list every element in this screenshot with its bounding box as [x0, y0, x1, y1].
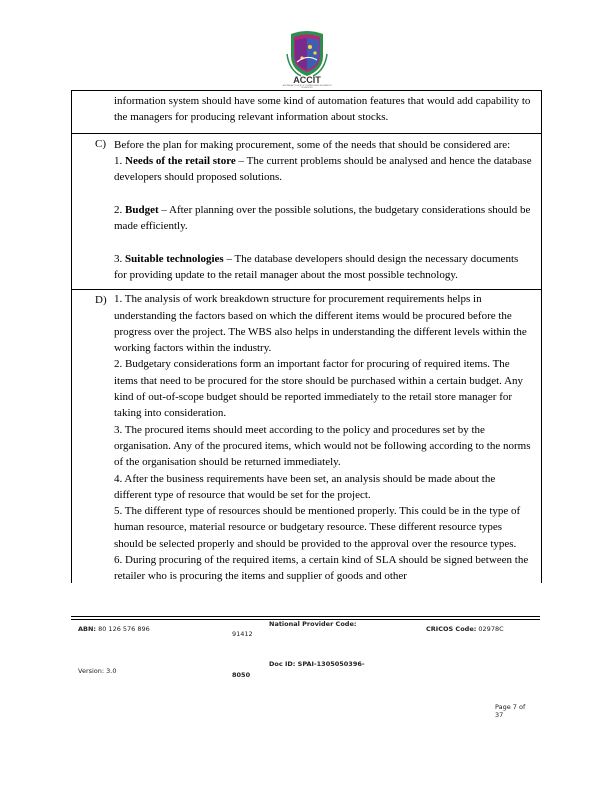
table-row-continued — [72, 91, 541, 134]
d-paragraph: 2. Budgetary considerations form an important factor for procuring of required items. The items that need to be procured for the store should be purchased within a certain budget. Any kind of out-of-scope budget should be reported immediately to the retail store manager for taking into consideration. — [114, 358, 524, 420]
d-paragraph: 3. The procured items should meet according to the policy and procedures set by the organisation. Any of the procured items, which would not be following according to the norms of the organisation should be returned immediately. — [114, 423, 531, 469]
d-paragraph: 6. During procuring of the required items, a certain kind of SLA should be signed between the retailer who is procuring the items and supplier of goods and other — [114, 554, 529, 583]
need-item-3: 3. Suitable technologies – The database developers should design the necessary documents for providing update to the retail manager about the most possible technology. — [114, 252, 519, 281]
college-logo — [277, 30, 337, 92]
version: Version: 3.0 — [78, 667, 117, 675]
national-provider-code-label: National Provider Code: — [269, 620, 357, 628]
abn: ABN: 80 126 576 896 — [78, 625, 150, 633]
d-paragraph: 1. The analysis of work breakdown structure for procurement requirements helps in understanding the factors based on which the different items would be procured before the progress over the project. The WBS also helps in understanding the different levels within the working factors within the industry. — [114, 293, 527, 355]
d-paragraph: 4. After the business requirements have been set, an analysis should be made about the different type of resource that would be set for the project. — [114, 472, 496, 501]
doc-id-value: 8050 — [232, 671, 251, 679]
logo-text: ACCIT — [293, 75, 321, 85]
needs-intro: Before the plan for making procurement, some of the needs that should be considered are: — [114, 138, 511, 151]
d-paragraph: 5. The different type of resources should be mentioned properly. This could be in the type of human resource, material resource or budgetary resource. These different resource types should be selected properly and should be provided to the approval over the resource types. — [114, 505, 521, 550]
continued-text: information system should have some kind of automation features that would add capability to the managers for producing relevant information about stocks. — [114, 95, 531, 124]
page-number: Page 7 of 37 — [495, 703, 526, 719]
footer-divider — [71, 616, 540, 617]
doc-id-label: Doc ID: SPAI-1305050396- — [269, 660, 365, 668]
national-provider-code-value: 91412 — [232, 630, 253, 638]
table-row-c — [72, 134, 541, 291]
need-item-2: 2. Budget – After planning over the possible solutions, the budgetary considerations should be made efficiently. — [114, 203, 531, 233]
content-table — [71, 90, 542, 583]
logo-tagline: AUSTRALIAN COLLEGE OF COMMERCE AND INFORMATION TECHNOLOGY — [282, 85, 332, 89]
cricos-code: CRICOS Code: 02978C — [426, 625, 504, 633]
table-row-d — [72, 290, 541, 583]
need-item-1: 1. Needs of the retail store – The current problems should be analysed and hence the database developers should proposed solutions. — [114, 154, 532, 184]
row-label-c: C) — [95, 137, 106, 150]
row-label-d: D) — [95, 294, 107, 307]
